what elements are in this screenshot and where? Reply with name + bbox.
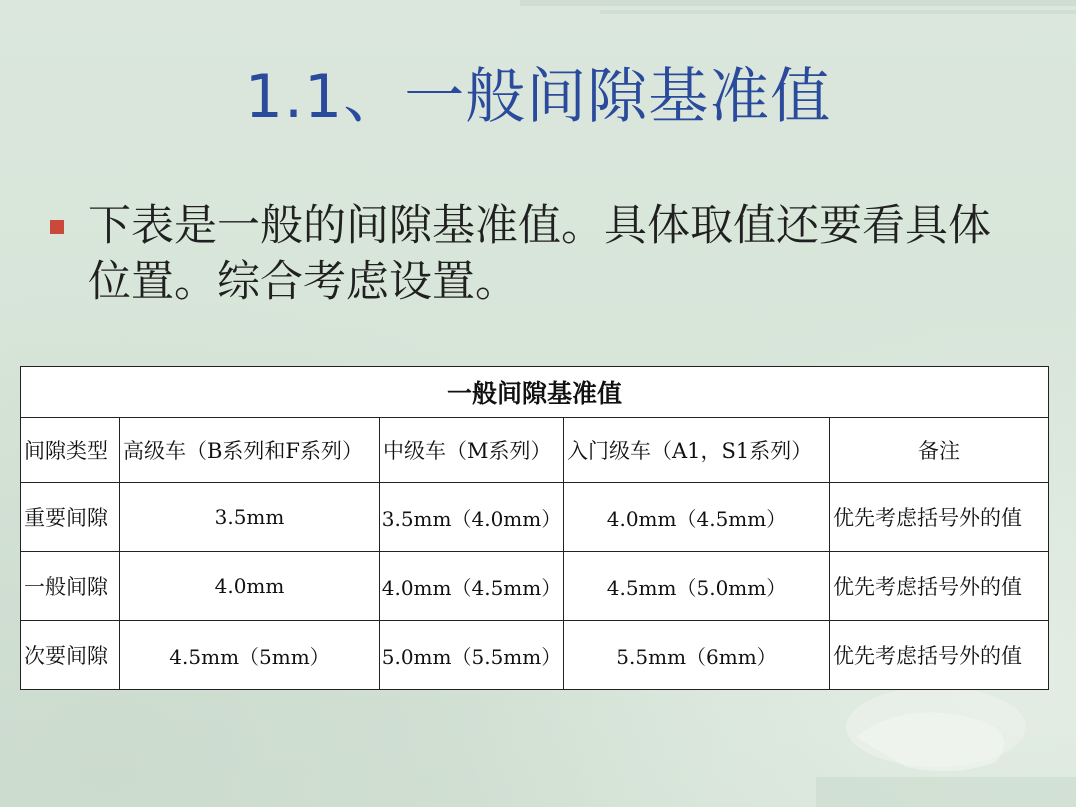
slide-title: 1.1、一般间隙基准值 [244, 62, 832, 132]
bullet-text: 下表是一般的间隙基准值。具体取值还要看具体位置。综合考虑设置。 [88, 201, 991, 307]
bullet-square-icon [50, 220, 64, 234]
header-cell-entry: 入门级车（A1，S1系列） [564, 418, 830, 483]
note-cell: 优先考虑括号外的值 [830, 483, 1049, 552]
note-cell: 优先考虑括号外的值 [830, 552, 1049, 621]
table-row [21, 552, 1049, 621]
table-caption-row [21, 367, 1049, 418]
header-cell-mid: 中级车（M系列） [380, 418, 564, 483]
header-cell-premium: 高级车（B系列和F系列） [120, 418, 380, 483]
table-cell: 4.5mm（5.0mm） [564, 552, 830, 621]
table-cell: 4.0mm [120, 552, 380, 621]
table-cell: 3.5mm [120, 483, 380, 552]
header-cell-type: 间隙类型 [21, 418, 120, 483]
table-row [21, 621, 1049, 690]
header-cell-note: 备注 [830, 418, 1049, 483]
table-cell: 4.5mm（5mm） [120, 621, 380, 690]
table-caption: 一般间隙基准值 [21, 367, 1049, 418]
table-row [21, 483, 1049, 552]
table-cell: 5.0mm（5.5mm） [380, 621, 564, 690]
table-header-row [21, 418, 1049, 483]
note-cell: 优先考虑括号外的值 [830, 621, 1049, 690]
row-label: 次要间隙 [21, 621, 120, 690]
table-cell: 5.5mm（6mm） [564, 621, 830, 690]
table-cell: 4.0mm（4.5mm） [564, 483, 830, 552]
gap-reference-table [20, 366, 1049, 690]
table-cell: 4.0mm（4.5mm） [380, 552, 564, 621]
background-pattern-top [0, 0, 1076, 30]
row-label: 重要间隙 [21, 483, 120, 552]
table-cell: 3.5mm（4.0mm） [380, 483, 564, 552]
row-label: 一般间隙 [21, 552, 120, 621]
